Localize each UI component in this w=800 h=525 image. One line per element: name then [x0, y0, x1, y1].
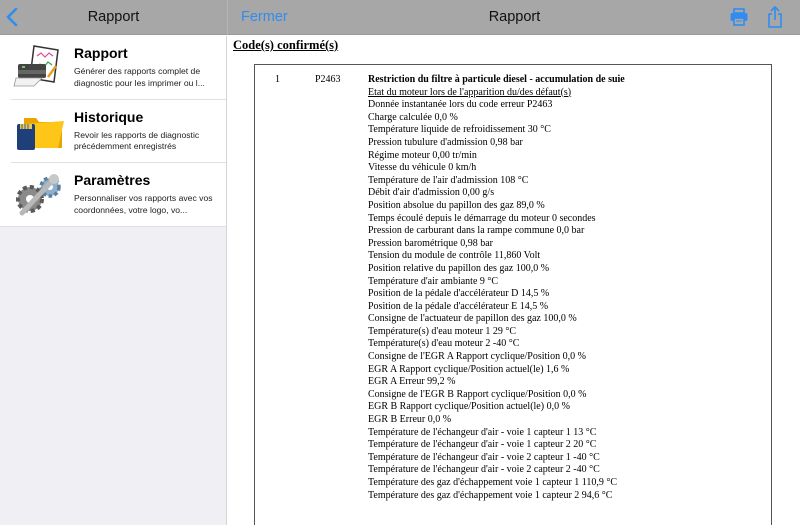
report-navbar	[227, 0, 800, 35]
freeze-frame-line: Position relative du papillon des gaz 100,0 %	[368, 262, 550, 274]
freeze-frame-line: EGR A Rapport cyclique/Position actuel(le) 1,6 %	[368, 363, 570, 375]
sidebar-item-description: Revoir les rapports de diagnostic précédemment enregistrés	[74, 129, 200, 151]
freeze-frame-line: Pression de carburant dans la rampe commune 0,0 bar	[368, 225, 585, 237]
freeze-frame-line: Débit d'air d'admission 0,00 g/s	[368, 187, 495, 199]
printer-icon	[729, 8, 749, 26]
freeze-frame-line: Tension du module de contrôle 11,860 Volt	[368, 250, 541, 262]
fault-code: P2463	[315, 74, 341, 85]
freeze-frame-line: Température des gaz d'échappement voie 1 capteur 2 94,6 °C	[368, 489, 613, 501]
sidebar-item-title: Paramètres	[74, 172, 151, 188]
sidebar	[0, 36, 227, 525]
section-title: Code(s) confirmé(s)	[233, 38, 339, 52]
freeze-frame-line: Température d'air ambiante 9 °C	[368, 275, 499, 287]
freeze-frame-line: Consigne de l'EGR B Rapport cyclique/Position 0,0 %	[368, 388, 587, 400]
divider	[0, 226, 226, 227]
code-index: 1	[275, 74, 280, 85]
freeze-frame-line: Vitesse du véhicule 0 km/h	[368, 162, 477, 174]
freeze-frame-line: EGR B Erreur 0,0 %	[368, 414, 452, 426]
freeze-frame-line: Donnée instantanée lors du code erreur P2463	[368, 99, 553, 111]
freeze-frame-line: Temps écoulé depuis le démarrage du moteur 0 secondes	[368, 212, 596, 224]
freeze-frame-line: Température de l'échangeur d'air - voie 1 capteur 2 20 °C	[368, 439, 597, 451]
freeze-frame-line: Température(s) d'eau moteur 2 -40 °C	[368, 338, 520, 350]
report-document[interactable]	[228, 36, 800, 525]
sidebar-navbar	[0, 0, 227, 35]
freeze-frame-line: Température(s) d'eau moteur 1 29 °C	[368, 325, 517, 337]
sidebar-item-parametres[interactable]	[0, 163, 226, 227]
freeze-frame-line: Température de l'échangeur d'air - voie 1 capteur 1 13 °C	[368, 426, 597, 438]
freeze-frame-line: Température des gaz d'échappement voie 1 capteur 1 110,9 °C	[368, 477, 618, 488]
freeze-frame-line: Pression tubulure d'admission 0,98 bar	[368, 136, 523, 148]
printer-report-icon	[12, 44, 66, 90]
freeze-frame-line: Régime moteur 0,00 tr/min	[368, 149, 477, 161]
freeze-frame-line: Température de l'échangeur d'air - voie 2 capteur 1 -40 °C	[368, 451, 600, 463]
print-button[interactable]	[729, 8, 749, 26]
freeze-frame-line: Consigne de l'actuateur de papillon des gaz 100,0 %	[368, 313, 577, 325]
fault-subtitle: Etat du moteur lors de l'apparition du/des défaut(s)	[368, 86, 572, 98]
sidebar-item-historique[interactable]	[0, 100, 226, 164]
freeze-frame-line: Pression barométrique 0,98 bar	[368, 237, 493, 249]
share-icon	[766, 5, 784, 29]
fault-code-box	[254, 64, 772, 525]
report-title: Rapport	[488, 9, 541, 25]
freeze-frame-line: Température de l'air d'admission 108 °C	[368, 174, 529, 186]
freeze-frame-line: Position de la pédale d'accélérateur E 14,5 %	[368, 300, 549, 312]
close-button[interactable]: Fermer	[241, 9, 288, 25]
freeze-frame-line: Température liquide de refroidissement 30 °C	[368, 124, 551, 136]
freeze-frame-line: Position de la pédale d'accélérateur D 14,5 %	[368, 288, 550, 300]
sidebar-item-rapport[interactable]	[0, 36, 226, 100]
sidebar-item-title: Historique	[74, 108, 144, 125]
freeze-frame-list	[368, 99, 625, 502]
freeze-frame-line: Température de l'échangeur d'air - voie 2 capteur 2 -40 °C	[368, 464, 600, 476]
freeze-frame-line: Consigne de l'EGR A Rapport cyclique/Position 0,0 %	[368, 351, 586, 363]
freeze-frame-line: Charge calculée 0,0 %	[368, 111, 458, 123]
sidebar-item-description: Personnaliser vos rapports avec vos coordonnées, votre logo, vo...	[74, 193, 213, 215]
sidebar-menu	[0, 36, 226, 227]
sidebar-item-title: Rapport	[74, 45, 128, 61]
freeze-frame-line: EGR B Rapport cyclique/Position actuel(le) 0,0 %	[368, 401, 570, 413]
sidebar-item-description: Générer des rapports complet de diagnostic pour les imprimer ou l...	[74, 66, 205, 88]
folder-sdcard-icon	[12, 108, 66, 154]
freeze-frame-line: Position absolue du papillon des gaz 89,0 %	[368, 199, 545, 211]
share-button[interactable]	[766, 5, 784, 29]
fault-title: Restriction du filtre à particule diesel - accumulation de suie	[368, 74, 625, 85]
sidebar-title: Rapport	[87, 9, 140, 25]
gear-wrench-icon	[12, 171, 66, 217]
fault-details	[368, 74, 625, 502]
freeze-frame-line: EGR A Erreur 99,2 %	[368, 376, 456, 388]
